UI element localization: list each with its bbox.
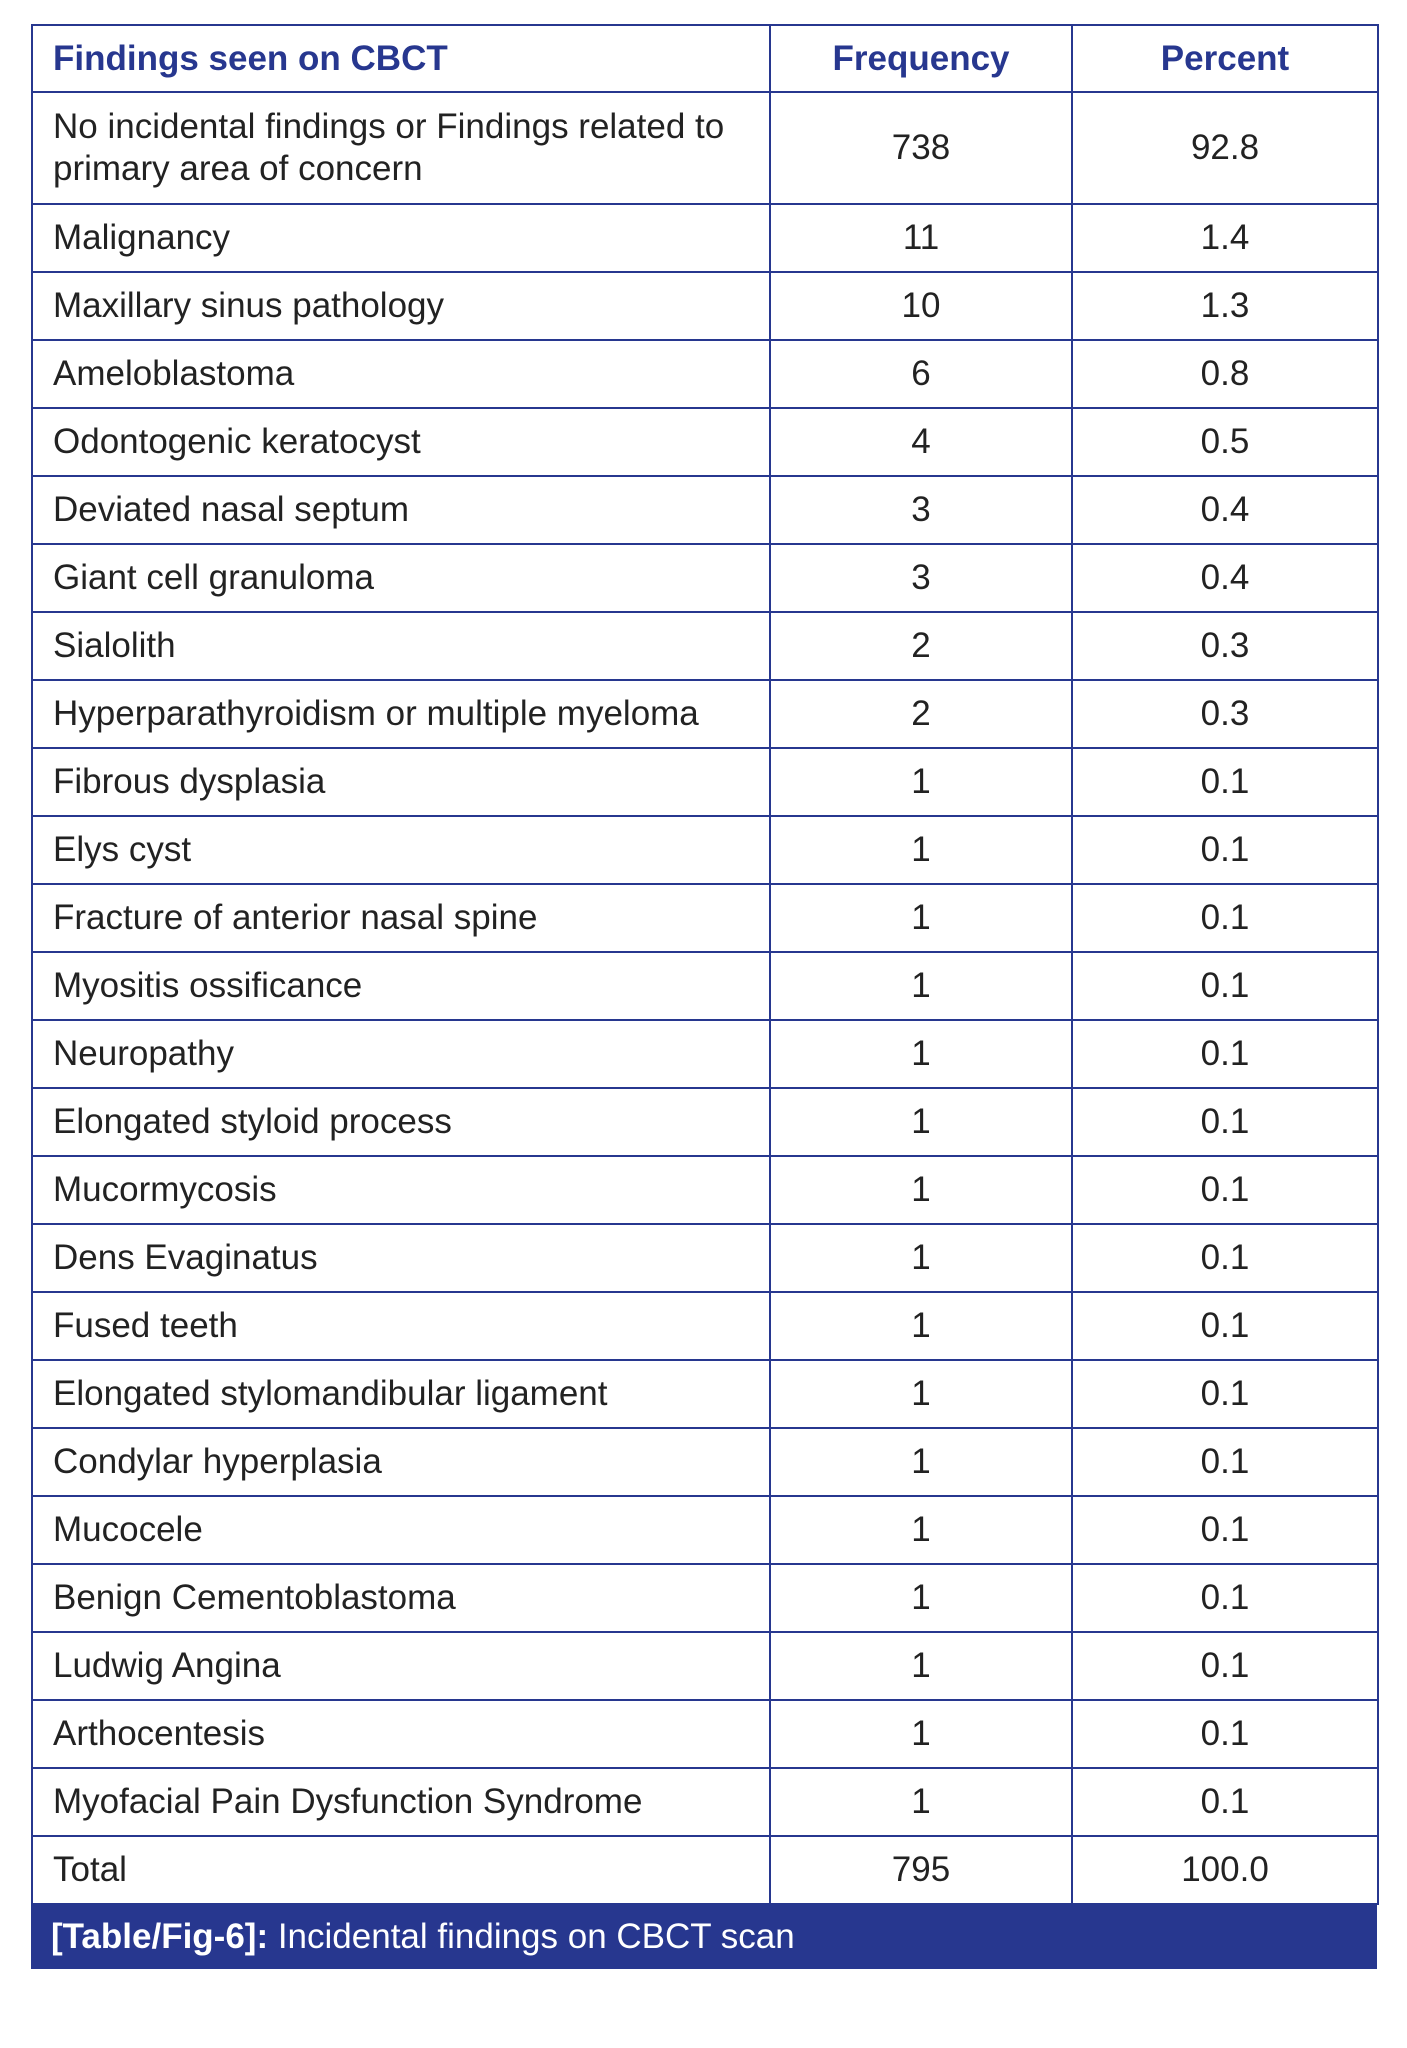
finding-cell: Ameloblastoma (32, 340, 770, 408)
frequency-cell: 1 (770, 1292, 1072, 1360)
percent-cell: 0.1 (1072, 1632, 1378, 1700)
table-row (32, 544, 1378, 612)
frequency-cell: 1 (770, 884, 1072, 952)
table-row (32, 1088, 1378, 1156)
frequency-cell: 1 (770, 1428, 1072, 1496)
percent-cell: 0.1 (1072, 1292, 1378, 1360)
table-row (32, 1292, 1378, 1360)
percent-cell: 0.5 (1072, 408, 1378, 476)
table-row (32, 816, 1378, 884)
finding-cell: Giant cell granuloma (32, 544, 770, 612)
table-header (32, 25, 1378, 92)
table-row (32, 1020, 1378, 1088)
finding-cell: Malignancy (32, 204, 770, 272)
table-row (32, 1564, 1378, 1632)
frequency-cell: 2 (770, 612, 1072, 680)
finding-cell: Elongated stylomandibular ligament (32, 1360, 770, 1428)
frequency-cell: 1 (770, 1224, 1072, 1292)
frequency-cell: 1 (770, 1700, 1072, 1768)
percent-cell: 0.3 (1072, 680, 1378, 748)
percent-cell: 0.1 (1072, 1156, 1378, 1224)
frequency-cell: 3 (770, 476, 1072, 544)
finding-cell: Mucocele (32, 1496, 770, 1564)
percent-cell: 0.1 (1072, 748, 1378, 816)
frequency-cell: 3 (770, 544, 1072, 612)
frequency-cell: 1 (770, 1632, 1072, 1700)
percent-cell: 0.1 (1072, 1224, 1378, 1292)
frequency-cell: 1 (770, 1156, 1072, 1224)
percent-cell: 0.1 (1072, 884, 1378, 952)
table-row (32, 1428, 1378, 1496)
table-row (32, 884, 1378, 952)
frequency-cell: 1 (770, 816, 1072, 884)
percent-cell: 0.3 (1072, 612, 1378, 680)
frequency-cell: 11 (770, 204, 1072, 272)
frequency-cell: 10 (770, 272, 1072, 340)
finding-cell: Sialolith (32, 612, 770, 680)
frequency-cell: 4 (770, 408, 1072, 476)
caption-tag: [Table/Fig-6]: (51, 1917, 269, 1956)
header-frequency: Frequency (770, 25, 1072, 92)
header-findings: Findings seen on CBCT (32, 25, 770, 92)
frequency-cell: 1 (770, 1564, 1072, 1632)
frequency-cell: 1 (770, 1088, 1072, 1156)
percent-cell: 1.3 (1072, 272, 1378, 340)
frequency-cell: 738 (770, 92, 1072, 204)
finding-cell: Odontogenic keratocyst (32, 408, 770, 476)
table-row (32, 612, 1378, 680)
finding-cell: Hyperparathyroidism or multiple myeloma (32, 680, 770, 748)
percent-cell: 1.4 (1072, 204, 1378, 272)
finding-cell: Total (32, 1836, 770, 1904)
finding-cell: Myofacial Pain Dysfunction Syndrome (32, 1768, 770, 1836)
percent-cell: 0.1 (1072, 1020, 1378, 1088)
percent-cell: 0.1 (1072, 816, 1378, 884)
table-row (32, 952, 1378, 1020)
frequency-cell: 1 (770, 1496, 1072, 1564)
table-row (32, 1224, 1378, 1292)
percent-cell: 92.8 (1072, 92, 1378, 204)
percent-cell: 100.0 (1072, 1836, 1378, 1904)
finding-cell: Mucormycosis (32, 1156, 770, 1224)
percent-cell: 0.1 (1072, 1428, 1378, 1496)
finding-cell: Elongated styloid process (32, 1088, 770, 1156)
finding-cell: No incidental findings or Findings related to primary area of concern (32, 92, 770, 204)
table-row (32, 272, 1378, 340)
table-body (32, 92, 1378, 1904)
percent-cell: 0.1 (1072, 952, 1378, 1020)
frequency-cell: 1 (770, 1020, 1072, 1088)
finding-cell: Benign Cementoblastoma (32, 1564, 770, 1632)
percent-cell: 0.1 (1072, 1564, 1378, 1632)
percent-cell: 0.8 (1072, 340, 1378, 408)
finding-cell: Deviated nasal septum (32, 476, 770, 544)
table-row (32, 1700, 1378, 1768)
findings-table (31, 24, 1379, 1905)
table-row (32, 1768, 1378, 1836)
table-figure (31, 24, 1377, 1969)
table-row (32, 680, 1378, 748)
percent-cell: 0.1 (1072, 1700, 1378, 1768)
percent-cell: 0.1 (1072, 1496, 1378, 1564)
frequency-cell: 1 (770, 1360, 1072, 1428)
caption-text: Incidental findings on CBCT scan (268, 1917, 795, 1956)
table-row (32, 204, 1378, 272)
table-row (32, 1360, 1378, 1428)
finding-cell: Arthocentesis (32, 1700, 770, 1768)
finding-cell: Fibrous dysplasia (32, 748, 770, 816)
frequency-cell: 6 (770, 340, 1072, 408)
table-row (32, 1496, 1378, 1564)
table-row (32, 408, 1378, 476)
total-row (32, 1836, 1378, 1904)
frequency-cell: 1 (770, 1768, 1072, 1836)
finding-cell: Elys cyst (32, 816, 770, 884)
frequency-cell: 1 (770, 748, 1072, 816)
finding-cell: Ludwig Angina (32, 1632, 770, 1700)
frequency-cell: 795 (770, 1836, 1072, 1904)
table-caption (31, 1905, 1377, 1969)
finding-cell: Myositis ossificance (32, 952, 770, 1020)
finding-cell: Neuropathy (32, 1020, 770, 1088)
finding-cell: Fused teeth (32, 1292, 770, 1360)
table-row (32, 92, 1378, 204)
percent-cell: 0.1 (1072, 1768, 1378, 1836)
table-row (32, 476, 1378, 544)
percent-cell: 0.4 (1072, 544, 1378, 612)
table-row (32, 748, 1378, 816)
table-row (32, 1156, 1378, 1224)
percent-cell: 0.4 (1072, 476, 1378, 544)
finding-cell: Fracture of anterior nasal spine (32, 884, 770, 952)
percent-cell: 0.1 (1072, 1088, 1378, 1156)
header-percent: Percent (1072, 25, 1378, 92)
percent-cell: 0.1 (1072, 1360, 1378, 1428)
finding-cell: Maxillary sinus pathology (32, 272, 770, 340)
table-row (32, 1632, 1378, 1700)
frequency-cell: 1 (770, 952, 1072, 1020)
table-row (32, 340, 1378, 408)
header-row (32, 25, 1378, 92)
finding-cell: Dens Evaginatus (32, 1224, 770, 1292)
finding-cell: Condylar hyperplasia (32, 1428, 770, 1496)
frequency-cell: 2 (770, 680, 1072, 748)
